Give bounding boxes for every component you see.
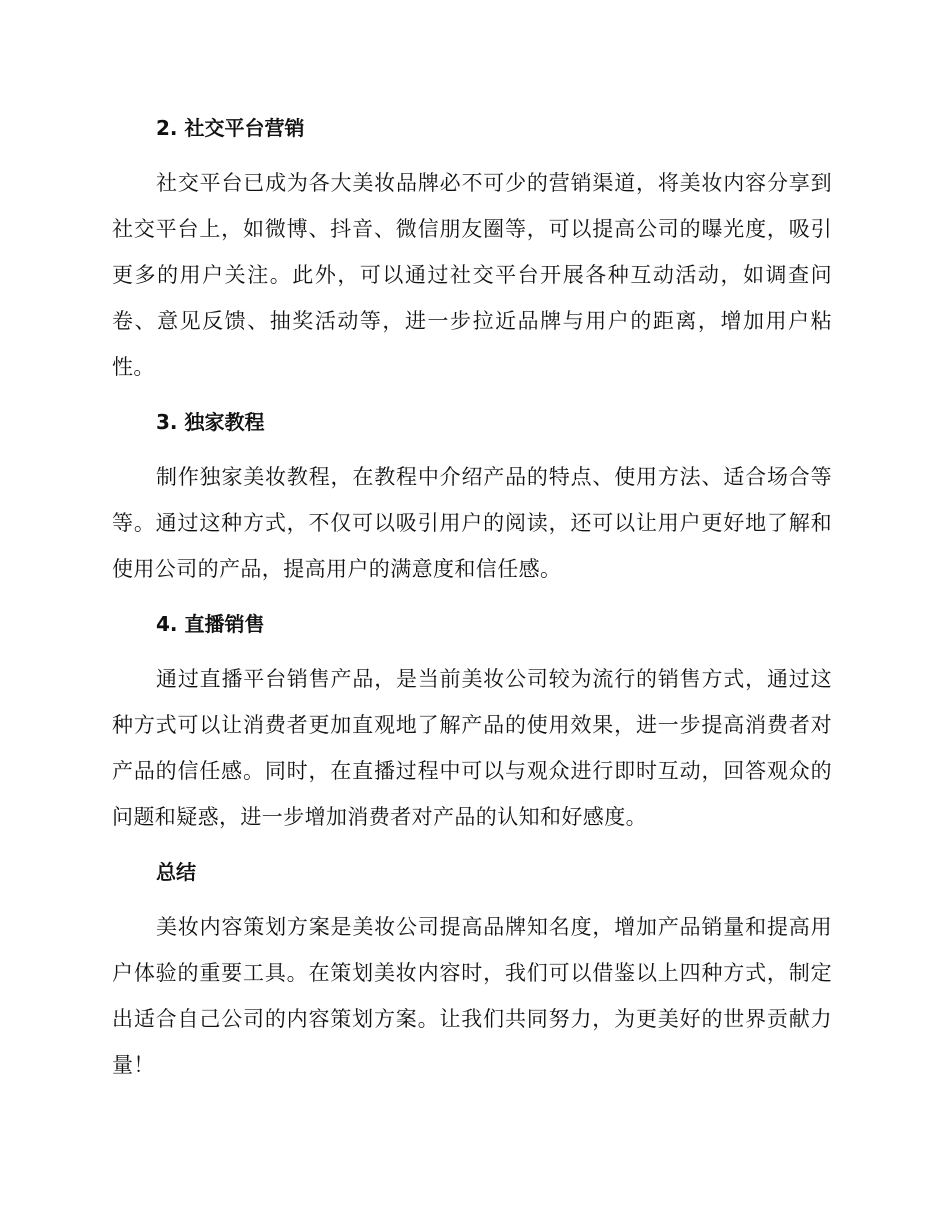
section-paragraph-exclusive-tutorial: 制作独家美妆教程，在教程中介绍产品的特点、使用方法、适合场合等等。通过这种方式，不仅可以吸引用户的阅读，还可以让用户更好地了解和使用公司的产品，提高用户的满意度和信任感。 <box>112 465 832 581</box>
section-paragraph-live-sales: 通过直播平台销售产品，是当前美妆公司较为流行的销售方式，通过这种方式可以让消费者更加直观地了解产品的使用效果，进一步提高消费者对产品的信任感。同时，在直播过程中可以与观众进行即时互动，回答观众的问题和疑惑，进一步增加消费者对产品的认知和好感度。 <box>112 667 832 829</box>
document-body <box>112 105 832 1097</box>
section-paragraph-summary: 美妆内容策划方案是美妆公司提高品牌知名度，增加产品销量和提高用户体验的重要工具。在策划美妆内容时，我们可以借鉴以上四种方式，制定出适合自己公司的内容策划方案。让我们共同努力，为更美好的世界贡献力量！ <box>112 915 832 1077</box>
section-heading-summary: 总结 <box>156 860 196 884</box>
section-paragraph-social-marketing: 社交平台已成为各大美妆品牌必不可少的营销渠道，将美妆内容分享到社交平台上，如微博、抖音、微信朋友圈等，可以提高公司的曝光度，吸引更多的用户关注。此外，可以通过社交平台开展各种互动活动，如调查问卷、意见反馈、抽奖活动等，进一步拉近品牌与用户的距离，增加用户粘性。 <box>112 171 832 379</box>
section-heading-exclusive-tutorial: 3. 独家教程 <box>156 410 265 434</box>
section-heading-social-marketing: 2. 社交平台营销 <box>156 116 305 140</box>
section-heading-live-sales: 4. 直播销售 <box>156 612 265 636</box>
